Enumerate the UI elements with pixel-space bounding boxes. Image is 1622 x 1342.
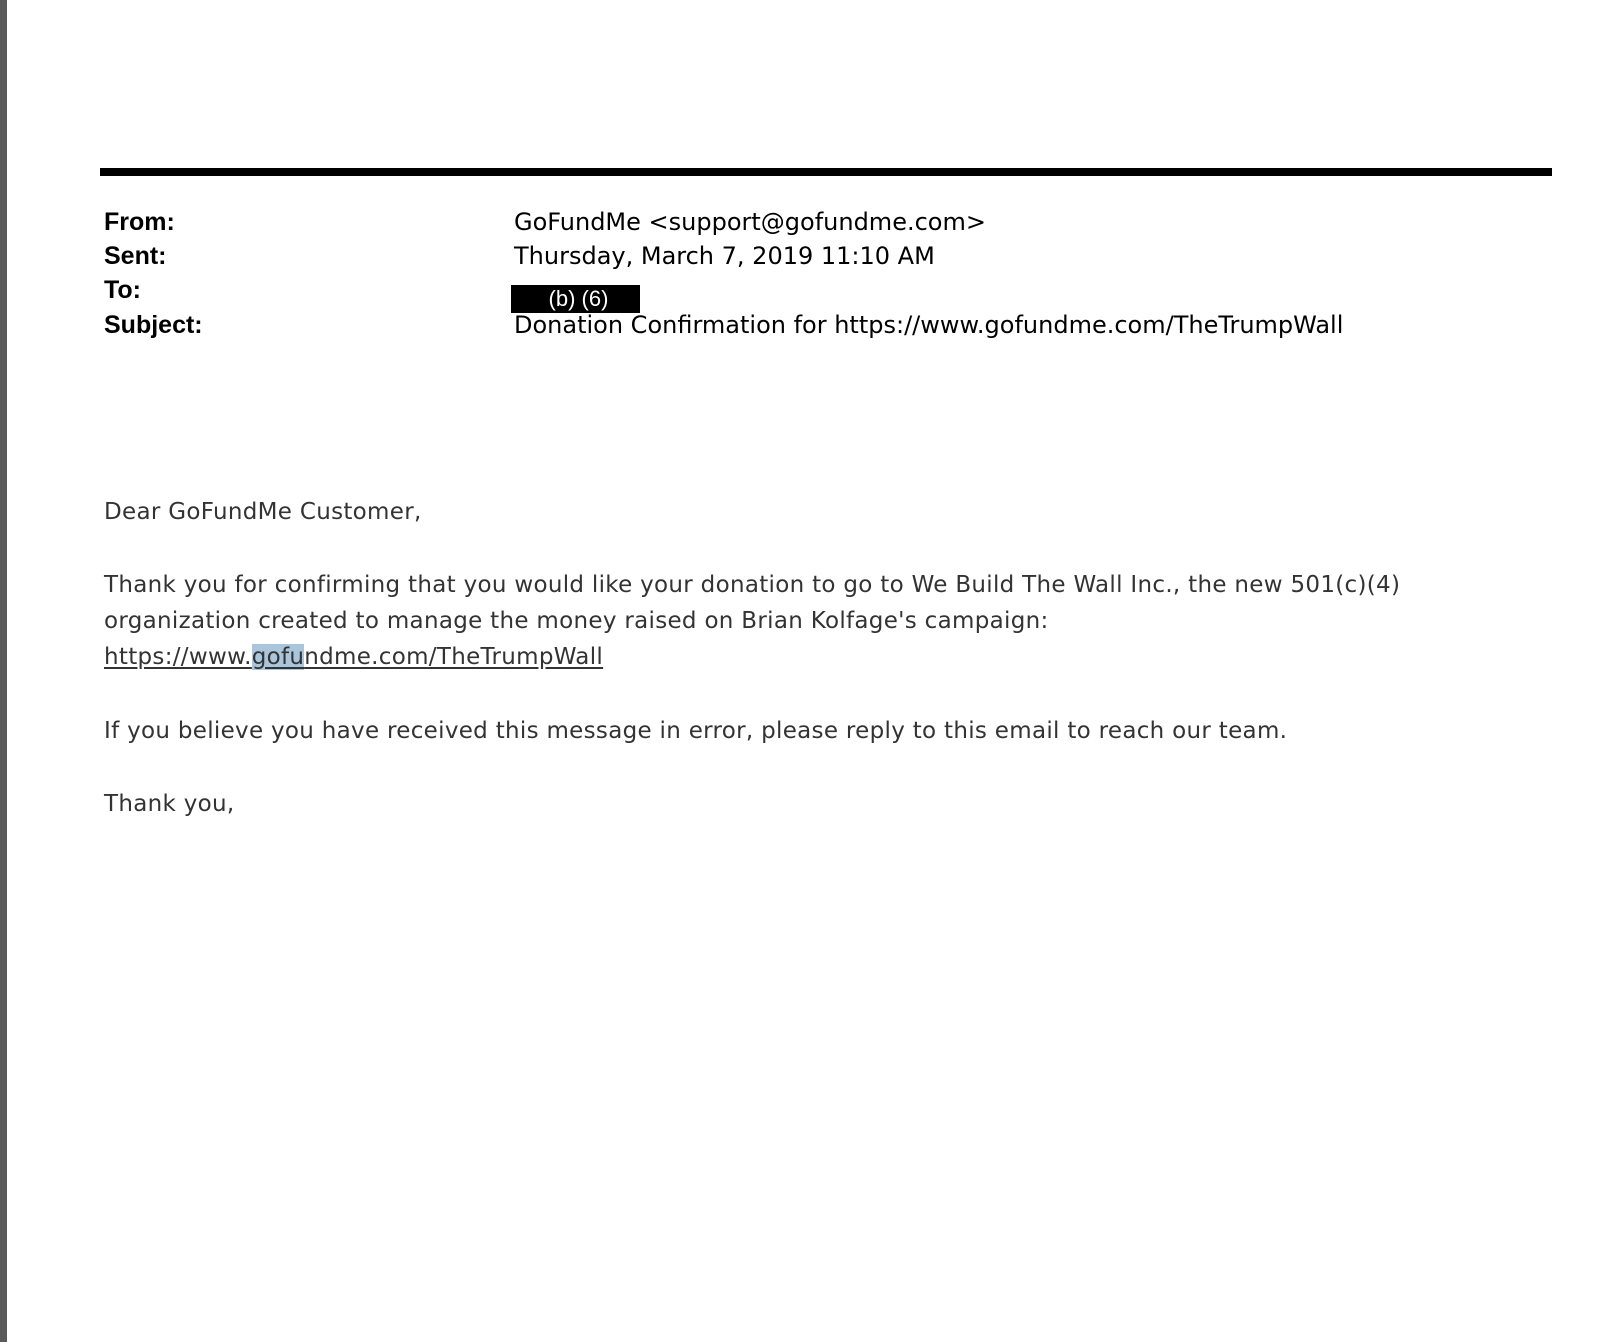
paragraph1-line2: organization created to manage the money raised on Brian Kolfage's campaign: <box>104 608 1049 634</box>
sent-label: Sent: <box>104 242 167 270</box>
window-left-edge <box>0 0 7 1342</box>
from-label: From: <box>104 208 175 236</box>
subject-value: Donation Confirmation for https://www.gofundme.com/TheTrumpWall <box>514 311 1344 339</box>
link-suffix: ndme.com/TheTrumpWall <box>304 644 604 670</box>
sent-value: Thursday, March 7, 2019 11:10 AM <box>514 242 935 270</box>
paragraph2: If you believe you have received this message in error, please reply to this email to reach our team. <box>104 718 1288 744</box>
link-selected-text: gofu <box>251 644 305 670</box>
campaign-link-line <box>104 639 603 675</box>
from-value: GoFundMe <support@gofundme.com> <box>514 208 986 236</box>
greeting: Dear GoFundMe Customer, <box>104 499 422 525</box>
paragraph1-line1: Thank you for confirming that you would like your donation to go to We Build The Wall Inc., the new 501(c)(4) <box>104 572 1401 598</box>
to-redaction-box: (b) (6) <box>511 285 640 313</box>
link-prefix: https://www. <box>104 644 252 670</box>
header-divider <box>100 168 1552 176</box>
campaign-link[interactable] <box>104 644 603 670</box>
to-label: To: <box>104 276 142 304</box>
subject-label: Subject: <box>104 311 203 339</box>
closing: Thank you, <box>104 791 235 817</box>
